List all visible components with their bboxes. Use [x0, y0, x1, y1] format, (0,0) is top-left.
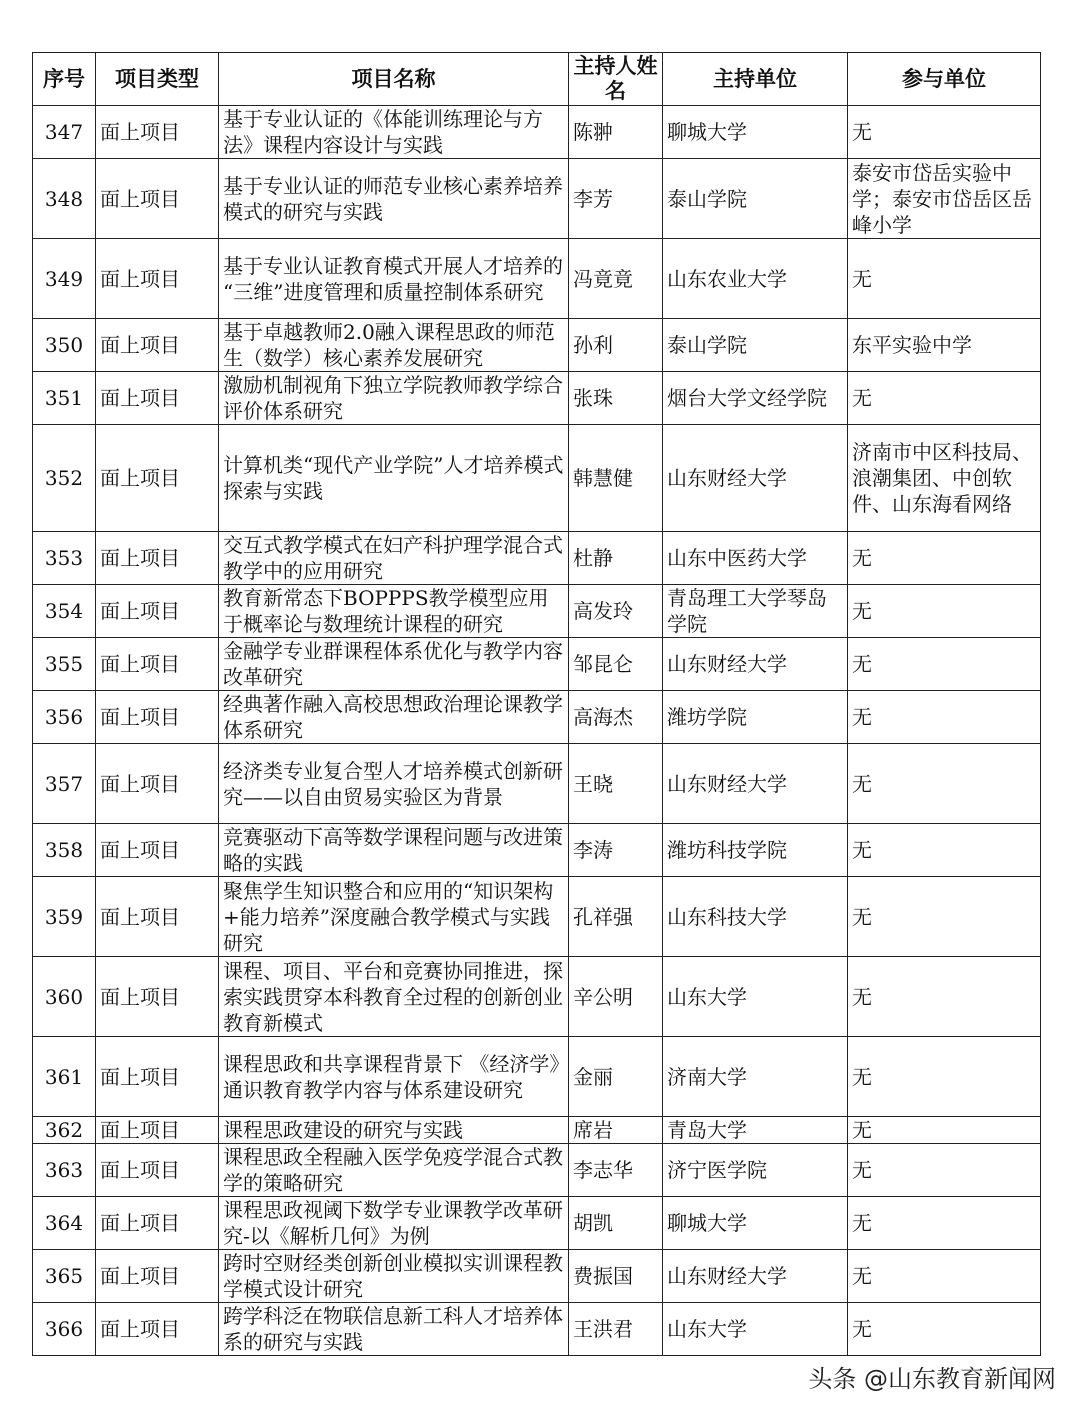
- header-host: 主持人姓名: [569, 53, 663, 106]
- row-partner-unit: 无: [848, 585, 1041, 638]
- row-host-unit: 青岛大学: [663, 1117, 848, 1144]
- row-host-unit: 山东大学: [663, 1303, 848, 1356]
- row-seq: 350: [33, 319, 96, 372]
- row-host-unit: 山东财经大学: [663, 744, 848, 824]
- header-seq: 序号: [33, 53, 96, 106]
- row-type: 面上项目: [96, 1037, 219, 1117]
- table-row: [33, 744, 1041, 824]
- row-project-name: 经典著作融入高校思想政治理论课教学体系研究: [219, 691, 569, 744]
- row-host-unit: 济宁医学院: [663, 1144, 848, 1197]
- table-row: [33, 957, 1041, 1037]
- row-type: 面上项目: [96, 1117, 219, 1144]
- table-row: [33, 1250, 1041, 1303]
- header-name: 项目名称: [219, 53, 569, 106]
- table-header-row: [33, 53, 1041, 106]
- table-row: [33, 106, 1041, 159]
- row-host: 冯竟竟: [569, 239, 663, 319]
- header-unit: 主持单位: [663, 53, 848, 106]
- row-type: 面上项目: [96, 585, 219, 638]
- row-host-unit: 山东财经大学: [663, 425, 848, 532]
- row-partner-unit: 济南市中区科技局、浪潮集团、中创软件、山东海看网络: [848, 425, 1041, 532]
- table-row: [33, 372, 1041, 425]
- row-host-unit: 山东财经大学: [663, 1250, 848, 1303]
- row-partner-unit: 东平实验中学: [848, 319, 1041, 372]
- table-row: [33, 532, 1041, 585]
- row-host-unit: 泰山学院: [663, 159, 848, 239]
- row-partner-unit: 无: [848, 532, 1041, 585]
- table-row: [33, 877, 1041, 957]
- row-host: 韩慧健: [569, 425, 663, 532]
- row-project-name: 激励机制视角下独立学院教师教学综合评价体系研究: [219, 372, 569, 425]
- row-project-name: 课程思政视阈下数学专业课教学改革研究-以《解析几何》为例: [219, 1197, 569, 1250]
- row-type: 面上项目: [96, 824, 219, 877]
- row-type: 面上项目: [96, 319, 219, 372]
- row-host: 孔祥强: [569, 877, 663, 957]
- row-host: 王洪君: [569, 1303, 663, 1356]
- table-row: [33, 1197, 1041, 1250]
- row-host-unit: 山东大学: [663, 957, 848, 1037]
- row-project-name: 教育新常态下BOPPPS教学模型应用于概率论与数理统计课程的研究: [219, 585, 569, 638]
- row-host-unit: 泰山学院: [663, 319, 848, 372]
- row-type: 面上项目: [96, 877, 219, 957]
- row-type: 面上项目: [96, 1144, 219, 1197]
- row-type: 面上项目: [96, 532, 219, 585]
- row-host-unit: 烟台大学文经学院: [663, 372, 848, 425]
- row-seq: 363: [33, 1144, 96, 1197]
- row-host: 孙利: [569, 319, 663, 372]
- row-project-name: 竞赛驱动下高等数学课程问题与改进策略的实践: [219, 824, 569, 877]
- row-seq: 347: [33, 106, 96, 159]
- row-seq: 349: [33, 239, 96, 319]
- row-project-name: 跨学科泛在物联信息新工科人才培养体系的研究与实践: [219, 1303, 569, 1356]
- table-row: [33, 691, 1041, 744]
- row-type: 面上项目: [96, 372, 219, 425]
- row-project-name: 课程思政全程融入医学免疫学混合式教学的策略研究: [219, 1144, 569, 1197]
- watermark: 头条 @山东教育新闻网: [808, 1365, 1056, 1393]
- row-host-unit: 山东中医药大学: [663, 532, 848, 585]
- row-project-name: 课程、项目、平台和竞赛协同推进，探索实践贯穿本科教育全过程的创新创业教育新模式: [219, 957, 569, 1037]
- row-type: 面上项目: [96, 1250, 219, 1303]
- table-row: [33, 425, 1041, 532]
- row-partner-unit: 无: [848, 744, 1041, 824]
- row-host: 李志华: [569, 1144, 663, 1197]
- row-host-unit: 青岛理工大学琴岛学院: [663, 585, 848, 638]
- table-row: [33, 1037, 1041, 1117]
- row-partner-unit: 无: [848, 824, 1041, 877]
- row-partner-unit: 无: [848, 691, 1041, 744]
- row-project-name: 交互式教学模式在妇产科护理学混合式教学中的应用研究: [219, 532, 569, 585]
- row-partner-unit: 无: [848, 1303, 1041, 1356]
- row-host-unit: 聊城大学: [663, 1197, 848, 1250]
- row-project-name: 基于专业认证的《体能训练理论与方法》课程内容设计与实践: [219, 106, 569, 159]
- table-row: [33, 1144, 1041, 1197]
- table-row: [33, 1117, 1041, 1144]
- row-seq: 364: [33, 1197, 96, 1250]
- row-project-name: 金融学专业群课程体系优化与教学内容改革研究: [219, 638, 569, 691]
- row-type: 面上项目: [96, 691, 219, 744]
- row-project-name: 课程思政和共享课程背景下 《经济学》通识教育教学内容与体系建设研究: [219, 1037, 569, 1117]
- row-host: 胡凯: [569, 1197, 663, 1250]
- row-host: 陈翀: [569, 106, 663, 159]
- row-seq: 354: [33, 585, 96, 638]
- row-host: 张珠: [569, 372, 663, 425]
- row-seq: 357: [33, 744, 96, 824]
- row-partner-unit: 无: [848, 638, 1041, 691]
- row-project-name: 跨时空财经类创新创业模拟实训课程教学模式设计研究: [219, 1250, 569, 1303]
- row-host-unit: 山东农业大学: [663, 239, 848, 319]
- row-seq: 361: [33, 1037, 96, 1117]
- row-type: 面上项目: [96, 744, 219, 824]
- row-type: 面上项目: [96, 638, 219, 691]
- row-partner-unit: 无: [848, 1144, 1041, 1197]
- row-project-name: 计算机类“现代产业学院”人才培养模式探索与实践: [219, 425, 569, 532]
- row-host: 席岩: [569, 1117, 663, 1144]
- row-host: 辛公明: [569, 957, 663, 1037]
- row-host: 高发玲: [569, 585, 663, 638]
- row-partner-unit: 泰安市岱岳实验中学；泰安市岱岳区岳峰小学: [848, 159, 1041, 239]
- header-type: 项目类型: [96, 53, 219, 106]
- row-type: 面上项目: [96, 106, 219, 159]
- row-seq: 362: [33, 1117, 96, 1144]
- row-type: 面上项目: [96, 1197, 219, 1250]
- row-project-name: 经济类专业复合型人才培养模式创新研究——以自由贸易实验区为背景: [219, 744, 569, 824]
- header-partner: 参与单位: [848, 53, 1041, 106]
- row-seq: 365: [33, 1250, 96, 1303]
- table-row: [33, 824, 1041, 877]
- row-host-unit: 济南大学: [663, 1037, 848, 1117]
- table-row: [33, 638, 1041, 691]
- row-partner-unit: 无: [848, 1037, 1041, 1117]
- row-host: 杜静: [569, 532, 663, 585]
- row-host-unit: 山东科技大学: [663, 877, 848, 957]
- row-project-name: 聚焦学生知识整合和应用的“知识架构+能力培养”深度融合教学模式与实践研究: [219, 877, 569, 957]
- row-host: 邹昆仑: [569, 638, 663, 691]
- row-project-name: 课程思政建设的研究与实践: [219, 1117, 569, 1144]
- row-host: 费振国: [569, 1250, 663, 1303]
- row-partner-unit: 无: [848, 1197, 1041, 1250]
- table-row: [33, 1303, 1041, 1356]
- project-table: [32, 52, 1041, 1356]
- row-seq: 359: [33, 877, 96, 957]
- row-seq: 366: [33, 1303, 96, 1356]
- table-row: [33, 319, 1041, 372]
- row-seq: 351: [33, 372, 96, 425]
- row-project-name: 基于卓越教师2.0融入课程思政的师范生（数学）核心素养发展研究: [219, 319, 569, 372]
- row-type: 面上项目: [96, 425, 219, 532]
- row-host-unit: 潍坊学院: [663, 691, 848, 744]
- row-seq: 352: [33, 425, 96, 532]
- row-type: 面上项目: [96, 159, 219, 239]
- row-seq: 356: [33, 691, 96, 744]
- row-partner-unit: 无: [848, 239, 1041, 319]
- row-partner-unit: 无: [848, 1250, 1041, 1303]
- row-seq: 348: [33, 159, 96, 239]
- row-project-name: 基于专业认证教育模式开展人才培养的 “三维”进度管理和质量控制体系研究: [219, 239, 569, 319]
- row-host: 李芳: [569, 159, 663, 239]
- row-partner-unit: 无: [848, 877, 1041, 957]
- row-host: 金丽: [569, 1037, 663, 1117]
- row-seq: 358: [33, 824, 96, 877]
- row-project-name: 基于专业认证的师范专业核心素养培养模式的研究与实践: [219, 159, 569, 239]
- row-host: 高海杰: [569, 691, 663, 744]
- row-host-unit: 山东财经大学: [663, 638, 848, 691]
- row-seq: 353: [33, 532, 96, 585]
- row-host: 王晓: [569, 744, 663, 824]
- table-row: [33, 239, 1041, 319]
- row-partner-unit: 无: [848, 1117, 1041, 1144]
- row-host-unit: 聊城大学: [663, 106, 848, 159]
- table-row: [33, 585, 1041, 638]
- row-host-unit: 潍坊科技学院: [663, 824, 848, 877]
- row-seq: 355: [33, 638, 96, 691]
- table-row: [33, 159, 1041, 239]
- row-type: 面上项目: [96, 239, 219, 319]
- row-partner-unit: 无: [848, 372, 1041, 425]
- row-seq: 360: [33, 957, 96, 1037]
- row-type: 面上项目: [96, 957, 219, 1037]
- row-host: 李涛: [569, 824, 663, 877]
- row-partner-unit: 无: [848, 106, 1041, 159]
- row-partner-unit: 无: [848, 957, 1041, 1037]
- row-type: 面上项目: [96, 1303, 219, 1356]
